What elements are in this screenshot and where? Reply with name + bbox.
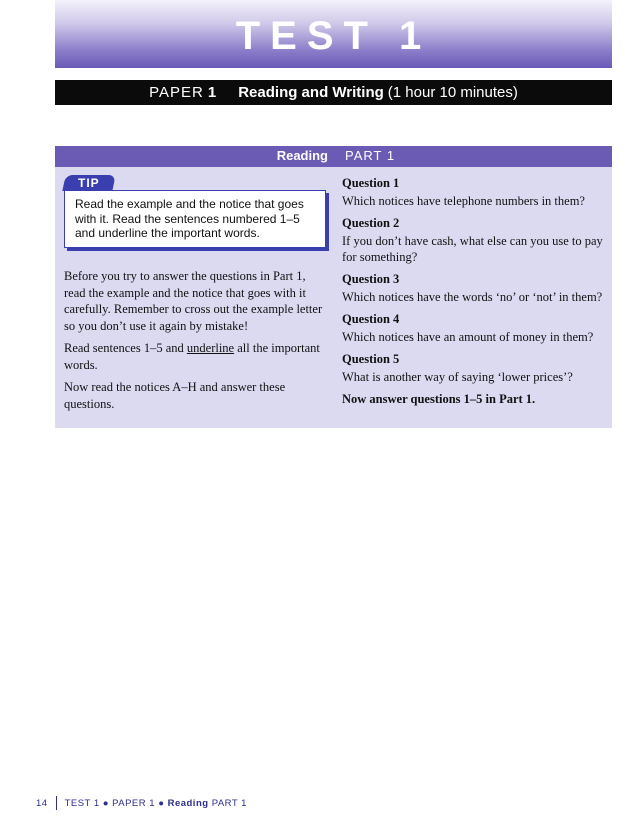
tip-label-text: TIP xyxy=(78,176,100,190)
text-line: read the example and the notice that goes with it xyxy=(64,285,306,300)
text-line: words. xyxy=(64,357,98,372)
question-3-title: Question 3 xyxy=(342,272,400,286)
text-segment: Read sentences 1–5 and xyxy=(64,341,187,355)
question-2-text xyxy=(342,233,610,265)
question-5-text xyxy=(342,369,610,385)
instruction-paragraph-1 xyxy=(64,268,332,334)
text-line: If you don’t have cash, what else can you use to pay xyxy=(342,234,603,248)
final-instruction: Now answer questions 1–5 in Part 1. xyxy=(342,392,536,406)
instructions-column xyxy=(64,268,332,418)
footer-divider xyxy=(56,796,57,810)
underlined-word: underline xyxy=(186,341,235,355)
footer-prefix: TEST 1 ● PAPER 1 ● xyxy=(64,797,165,809)
text-line: Which notices have the words ‘no’ or ‘not’ in them? xyxy=(342,290,603,304)
section-header xyxy=(55,146,612,167)
paper-title: Reading and Writing xyxy=(238,84,384,101)
text-line: for something? xyxy=(342,250,418,264)
text-line: Which notices have an amount of money in them? xyxy=(342,330,594,344)
paper-duration: (1 hour 10 minutes) xyxy=(387,84,518,101)
page-footer xyxy=(36,796,247,810)
text-segment: all the important xyxy=(234,341,320,355)
text-line: Which notices have telephone numbers in them? xyxy=(342,194,585,208)
test-banner xyxy=(55,0,612,68)
tip-box xyxy=(64,190,326,248)
question-2-title: Question 2 xyxy=(342,216,400,230)
instruction-paragraph-3 xyxy=(64,379,332,412)
footer-section: Reading xyxy=(167,797,209,809)
paper-number: 1 xyxy=(207,84,217,101)
text-line: carefully. Remember to cross out the example letter xyxy=(64,302,323,316)
question-1-title: Question 1 xyxy=(342,176,400,190)
tip-line: Read the example and the notice that goes xyxy=(75,197,304,211)
section-part: PART 1 xyxy=(345,148,396,163)
text-line: Now read the notices A–H and answer these xyxy=(64,380,286,394)
footer-part: PART 1 xyxy=(211,797,247,809)
text-line: Before you try to answer the questions in Part 1, xyxy=(64,269,306,283)
text-line: questions. xyxy=(64,396,115,411)
section-name: Reading xyxy=(276,148,328,163)
tip-line: with it. Read the sentences numbered 1–5 xyxy=(75,211,300,226)
page-number: 14 xyxy=(36,797,48,809)
instruction-paragraph-2 xyxy=(64,340,332,373)
question-4-text xyxy=(342,329,610,345)
question-5-title: Question 5 xyxy=(342,352,400,366)
question-4-title: Question 4 xyxy=(342,312,400,326)
test-title: TEST 1 xyxy=(235,13,432,58)
tip-line: and underline the important words. xyxy=(75,226,260,240)
paper-label: PAPER xyxy=(149,84,204,101)
tip-label xyxy=(62,175,115,191)
text-line: What is another way of saying ‘lower prices’? xyxy=(342,370,573,384)
paper-bar xyxy=(55,80,612,105)
question-1-text xyxy=(342,193,610,209)
text-line: so you don’t use it again by mistake! xyxy=(64,318,249,333)
questions-column xyxy=(342,175,610,407)
question-3-text xyxy=(342,289,610,305)
